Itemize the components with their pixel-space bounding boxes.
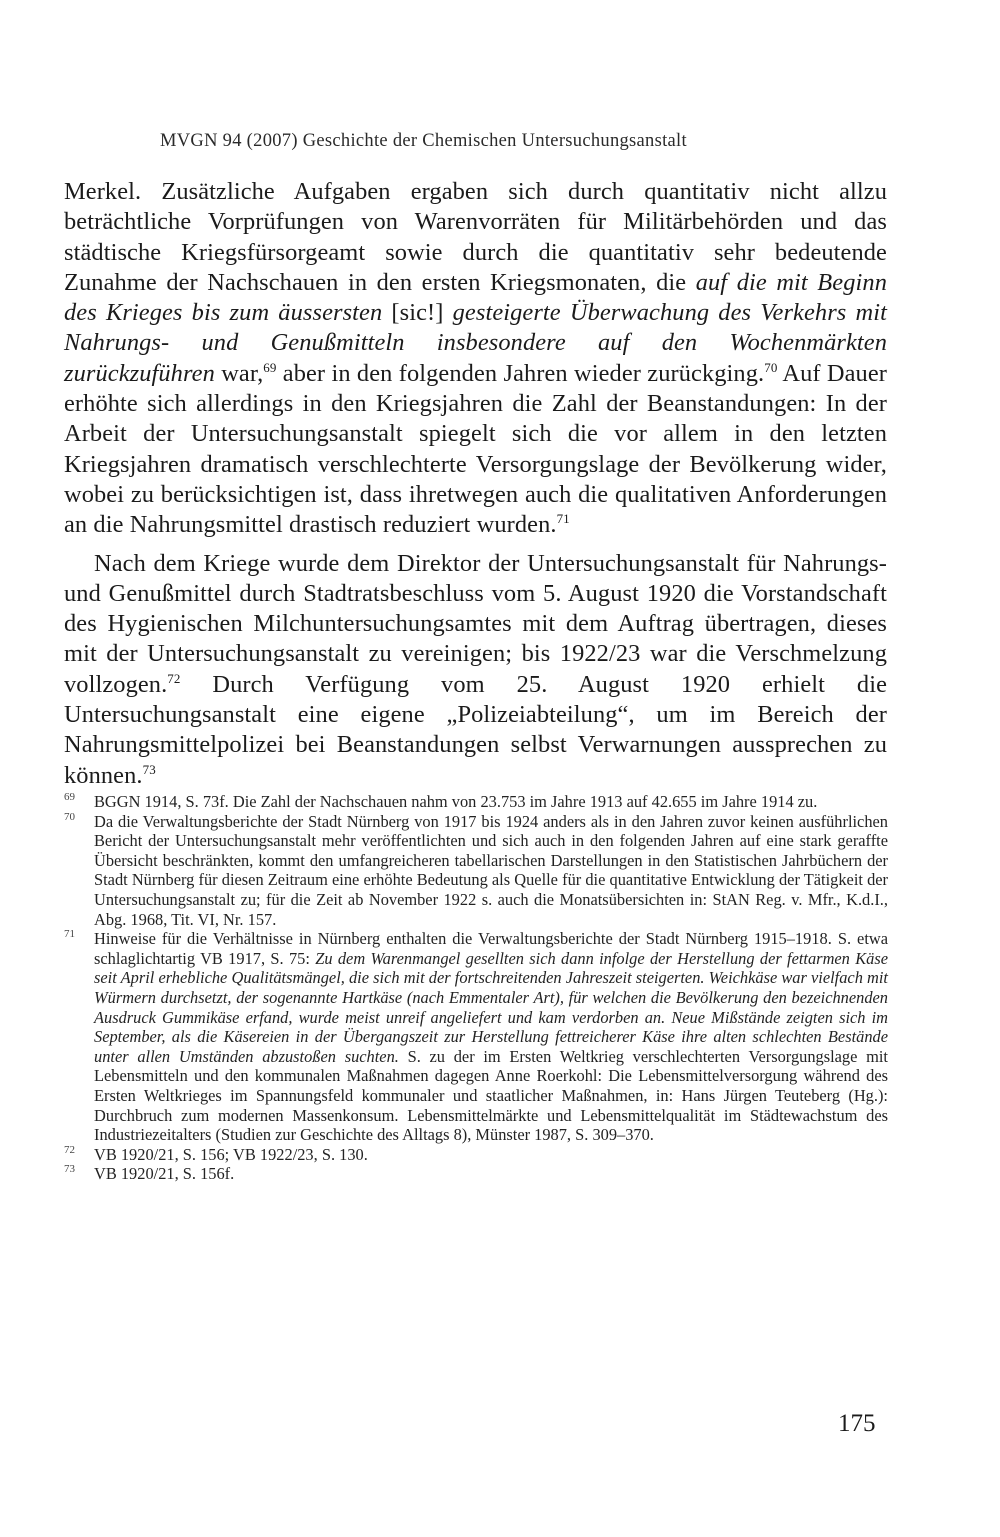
text-run: S. zu der im Ersten Weltkrieg verschlechterten Versorgungslage mit Lebensmitteln und den kommunalen Maßnahmen dagegen Anne Roerkohl: Die Lebensmittelversorgung während des Ersten Weltkrieges im Spannungsfeld kommunaler und staatlicher Maßnahmen, in: Hans Jürgen Teuteberg (Hg.): Durchbruch zum modernen Massenkonsum. Lebensmittelmärkte und Lebensmittelqualität im Städtewachstum des Industriezeitalters (Studien zur Geschichte des Alltags 8), Münster 1987, S. 309–370. xyxy=(94,1046,888,1145)
footnote-ref-73[interactable]: 73 xyxy=(142,761,156,777)
footnote-70 xyxy=(64,812,888,930)
text-run: war, xyxy=(214,359,264,387)
quote-italic: Zu dem Warenmangel gesellten sich dann infolge der Herstellung der fettarmen Käse seit April erhebliche Qualitätsmängel, die sich mit der fortschreitenden Jahreszeit steigerten. Weichkäse war vielfach mit Würmern durchsetzt, der sogenannte Hartkäse (nach Emmentaler Art), für welchen die Bevölkerung den bezeichnenden Ausdruck Gummikäse erfand, wurde meist unreif angeliefert und kam verdorben an. Neue Mißstände zeigten sich im September, als die Käsereien in der Übergangszeit zur Herstellung fettreicherer Käse ihre alten schlechten Bestände unter allen Umständen abzustoßen suchten. xyxy=(94,948,888,1066)
footnote-number: 69 xyxy=(64,791,75,803)
footnote-number: 70 xyxy=(64,810,75,823)
text-run: Durch Verfügung vom 25. August 1920 erhielt die Untersuchungsanstalt eine eigene „Polizeiabteilung“, um im Bereich der Nahrungsmittelpolizei bei Beanstandungen selbst Verwarnungen aussprechen zu können. xyxy=(64,670,887,789)
quote-italic: auf die mit Beginn des Krieges bis zum äussersten xyxy=(64,268,887,327)
page-number: 175 xyxy=(838,1410,876,1437)
footnote-text: VB 1920/21, S. 156f. xyxy=(94,1164,235,1184)
footnote-number: 72 xyxy=(64,1143,75,1156)
paragraph-2 xyxy=(64,549,887,791)
running-head: MVGN 94 (2007) Geschichte der Chemischen Untersuchungsanstalt xyxy=(160,131,687,151)
footnote-72 xyxy=(64,1145,888,1165)
footnote-71 xyxy=(64,929,888,1145)
paragraph-1 xyxy=(64,177,887,541)
footnote-number: 71 xyxy=(64,928,75,941)
quote-italic: gesteigerte Überwachung des Verkehrs mit Nahrungs- und Genußmitteln insbesondere auf den Wochenmärkten zurückzuführen xyxy=(64,299,887,387)
footnote-text: Da die Verwaltungsberichte der Stadt Nürnberg von 1917 bis 1924 anders als in den Jahren zuvor keinen ausführlichen Bericht der Untersuchungsanstalt mehr veröffentlichten und sich auch in den folgenden Jahren auf eine stark geraffte Übersicht beschränkten, kommt den umfangreicheren tabellarischen Darstellungen in den Statistischen Jahrbüchern der Stadt Nürnberg für diesen Zeitraum eine erhöhte Bedeutung als Quelle für die quantitative Entwicklung der Tätigkeit der Untersuchungsanstalt zu; für die Zeit ab November 1922 s. auch die Monatsübersichten in: StAN Reg. v. Mfr., K.d.I., Abg. 1968, Tit. VI, Nr. 157. xyxy=(94,811,888,929)
text-run: Merkel. Zusätzliche Aufgaben ergaben sich durch quantitativ nicht allzu beträchtliche Vorprüfungen von Warenvorräten für Militärbehörden und das städtische Kriegsfürsorgeamt sowie durch die quantitativ sehr bedeutende Zunahme der Nachschauen in den ersten Kriegsmonaten, die xyxy=(64,178,887,296)
text-run: Auf Dauer erhöhte sich allerdings in den Kriegsjahren die Zahl der Beanstandungen: In der Arbeit der Untersuchungsanstalt spiegelt sich die vor allem in den letzten Kriegsjahren dramatisch verschlechterte Versorgungslage der Bevölkerung wider, wobei zu berücksichtigen ist, dass ihretwegen auch die qualitativen Anforderungen an die Nahrungsmittel drastisch reduziert wurden. xyxy=(64,359,887,539)
text-run: Hinweise für die Verhältnisse in Nürnberg enthalten die Verwaltungsberichte der Stadt Nürnberg 1915–1918. S. etwa schlaglichtartig VB 1917, S. 75: xyxy=(94,929,888,968)
text-run: aber in den folgenden Jahren wieder zurückging. xyxy=(276,359,765,387)
footnote-ref-71[interactable]: 71 xyxy=(556,511,570,527)
footnote-69 xyxy=(64,792,888,812)
footnote-ref-70[interactable]: 70 xyxy=(764,359,778,375)
footnote-73 xyxy=(64,1164,888,1184)
footnotes xyxy=(64,792,888,1184)
footnote-number: 73 xyxy=(64,1163,75,1176)
footnote-ref-72[interactable]: 72 xyxy=(167,670,181,686)
text-run: [sic!] xyxy=(382,299,453,327)
footnote-text: VB 1920/21, S. 156; VB 1922/23, S. 130. xyxy=(94,1144,368,1164)
main-text xyxy=(64,177,887,791)
text-run: Nach dem Kriege wurde dem Direktor der Untersuchungsanstalt für Nahrungs- und Genußmittel durch Stadtratsbeschluss vom 5. August 1920 die Vorstandschaft des Hygienischen Milchuntersuchungsamtes mit dem Auftrag übertragen, dieses mit der Untersuchungsanstalt zu vereinigen; bis 1922/23 war die Verschmelzung vollzogen. xyxy=(64,549,887,698)
footnote-ref-69[interactable]: 69 xyxy=(263,359,277,375)
footnote-text xyxy=(94,929,888,1145)
footnote-text: BGGN 1914, S. 73f. Die Zahl der Nachschauen nahm von 23.753 im Jahre 1913 auf 42.655 im Jahre 1914 zu. xyxy=(94,792,818,811)
